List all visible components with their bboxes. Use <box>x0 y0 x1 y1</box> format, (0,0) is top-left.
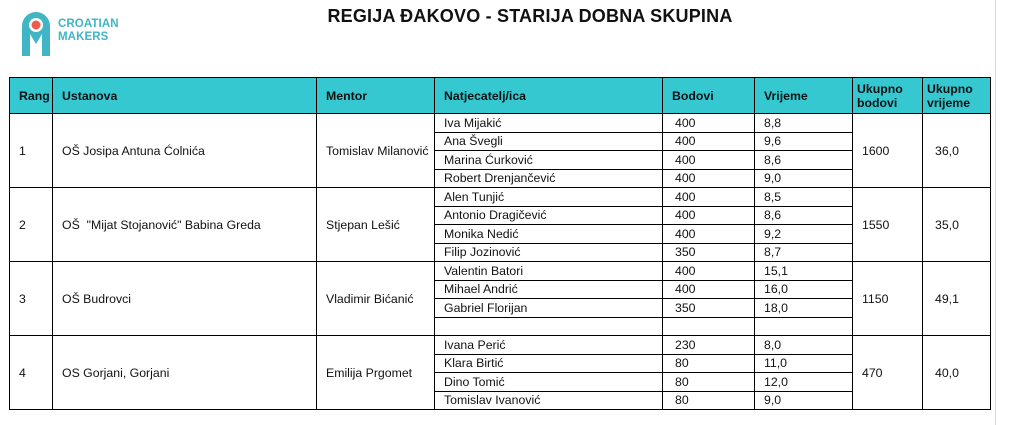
natjecatelj-cell: Klara Birtić <box>435 354 663 373</box>
header-rang: Rang <box>10 78 53 114</box>
vrijeme-cell <box>755 317 853 336</box>
table-row <box>10 336 991 355</box>
vrijeme-cell: 9,0 <box>755 391 853 410</box>
ukupno-vrijeme-cell: 49,1 <box>923 262 991 336</box>
bodovi-cell <box>663 317 755 336</box>
mentor-cell: Emilija Prgomet <box>317 336 435 410</box>
vrijeme-cell: 15,1 <box>755 262 853 281</box>
natjecatelj-cell: Valentin Batori <box>435 262 663 281</box>
natjecatelj-cell: Alen Tunjić <box>435 188 663 207</box>
ukupno-bodovi-cell: 1550 <box>853 188 923 262</box>
bodovi-cell: 350 <box>663 299 755 318</box>
natjecatelj-cell: Monika Nedić <box>435 225 663 244</box>
vrijeme-cell: 8,6 <box>755 151 853 170</box>
natjecatelj-cell: Gabriel Florijan <box>435 299 663 318</box>
natjecatelj-cell: Filip Jozinović <box>435 243 663 262</box>
vrijeme-cell: 8,5 <box>755 188 853 207</box>
mentor-cell: Stjepan Lešić <box>317 188 435 262</box>
natjecatelj-cell: Marina Ćurković <box>435 151 663 170</box>
vrijeme-cell: 11,0 <box>755 354 853 373</box>
mentor-cell: Tomislav Milanović <box>317 114 435 188</box>
ustanova-cell: OŠ "Mijat Stojanović" Babina Greda <box>53 188 317 262</box>
rang-cell: 4 <box>10 336 53 410</box>
bodovi-cell: 350 <box>663 243 755 262</box>
natjecatelj-cell: Ivana Perić <box>435 336 663 355</box>
natjecatelj-cell <box>435 317 663 336</box>
bodovi-cell: 80 <box>663 373 755 392</box>
rang-cell: 2 <box>10 188 53 262</box>
ukupno-vrijeme-cell: 35,0 <box>923 188 991 262</box>
vrijeme-cell: 9,6 <box>755 132 853 151</box>
header-vrijeme: Vrijeme <box>755 78 853 114</box>
natjecatelj-cell: Tomislav Ivanović <box>435 391 663 410</box>
natjecatelj-cell: Iva Mijakić <box>435 114 663 133</box>
vrijeme-cell: 18,0 <box>755 299 853 318</box>
bodovi-cell: 400 <box>663 169 755 188</box>
bodovi-cell: 400 <box>663 206 755 225</box>
ustanova-cell: OŠ Josipa Antuna Ćolnića <box>53 114 317 188</box>
table-header-row <box>10 78 991 114</box>
mentor-cell: Vladimir Bićanić <box>317 262 435 336</box>
header-ustanova: Ustanova <box>53 78 317 114</box>
bodovi-cell: 80 <box>663 354 755 373</box>
logo-text <box>58 18 119 44</box>
header-natjecatelj: Natjecatelj/ica <box>435 78 663 114</box>
table-row <box>10 188 991 207</box>
vrijeme-cell: 8,8 <box>755 114 853 133</box>
vrijeme-cell: 9,0 <box>755 169 853 188</box>
natjecatelj-cell: Mihael Andrić <box>435 280 663 299</box>
ukupno-bodovi-cell: 470 <box>853 336 923 410</box>
rang-cell: 3 <box>10 262 53 336</box>
bodovi-cell: 400 <box>663 114 755 133</box>
bodovi-cell: 400 <box>663 262 755 281</box>
logo-line-1: CROATIAN <box>58 18 119 30</box>
natjecatelj-cell: Ana Švegli <box>435 132 663 151</box>
croatian-makers-logo <box>18 8 158 60</box>
natjecatelj-cell: Antonio Dragičević <box>435 206 663 225</box>
page-title: REGIJA ĐAKOVO - STARIJA DOBNA SKUPINA <box>327 6 733 26</box>
table-row <box>10 114 991 133</box>
vrijeme-cell: 8,7 <box>755 243 853 262</box>
bodovi-cell: 400 <box>663 132 755 151</box>
bodovi-cell: 80 <box>663 391 755 410</box>
results-table <box>9 77 991 410</box>
vrijeme-cell: 16,0 <box>755 280 853 299</box>
ukupno-bodovi-cell: 1600 <box>853 114 923 188</box>
ukupno-vrijeme-cell: 36,0 <box>923 114 991 188</box>
header-bodovi: Bodovi <box>663 78 755 114</box>
bodovi-cell: 400 <box>663 151 755 170</box>
rang-cell: 1 <box>10 114 53 188</box>
natjecatelj-cell: Dino Tomić <box>435 373 663 392</box>
vrijeme-cell: 12,0 <box>755 373 853 392</box>
bodovi-cell: 230 <box>663 336 755 355</box>
bodovi-cell: 400 <box>663 280 755 299</box>
ustanova-cell: OŠ Budrovci <box>53 262 317 336</box>
makers-logo-icon <box>18 8 54 58</box>
ustanova-cell: OS Gorjani, Gorjani <box>53 336 317 410</box>
bodovi-cell: 400 <box>663 225 755 244</box>
vrijeme-cell: 9,2 <box>755 225 853 244</box>
header-ukupno-vrijeme: Ukupno vrijeme <box>923 78 991 114</box>
natjecatelj-cell: Robert Drenjančević <box>435 169 663 188</box>
table-row <box>10 262 991 281</box>
header-ukupno-bodovi: Ukupno bodovi <box>853 78 923 114</box>
bodovi-cell: 400 <box>663 188 755 207</box>
page-edge-line <box>995 0 996 425</box>
vrijeme-cell: 8,6 <box>755 206 853 225</box>
vrijeme-cell: 8,0 <box>755 336 853 355</box>
logo-line-2: MAKERS <box>58 31 109 43</box>
ukupno-vrijeme-cell: 40,0 <box>923 336 991 410</box>
header-mentor: Mentor <box>317 78 435 114</box>
ukupno-bodovi-cell: 1150 <box>853 262 923 336</box>
